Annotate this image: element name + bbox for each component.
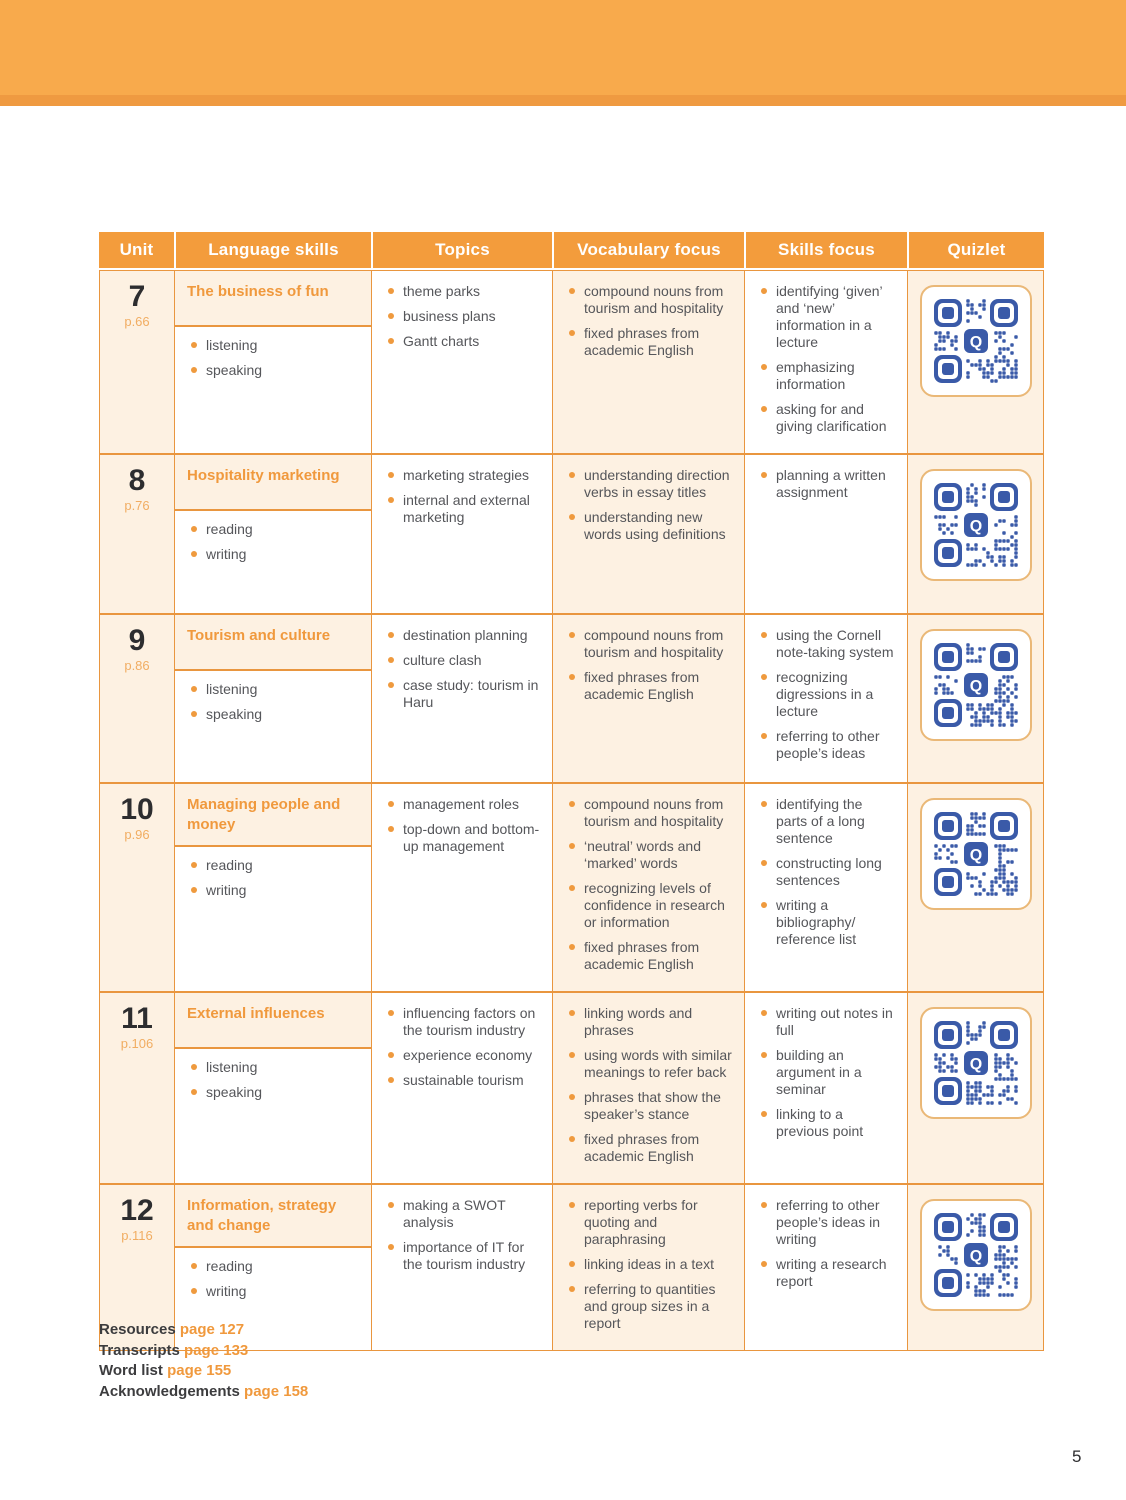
qr-pattern xyxy=(934,812,1018,896)
vocabulary-focus-cell xyxy=(552,784,744,991)
topic-item: making a SWOT analysis xyxy=(384,1197,542,1231)
skills-focus-item: writing a research report xyxy=(757,1256,897,1290)
unit-number: 7 xyxy=(128,280,146,313)
skills-focus-item: using the Cornell note-taking system xyxy=(757,627,897,661)
skills-focus-cell xyxy=(744,993,907,1183)
quizlet-cell xyxy=(907,1185,1043,1350)
unit-title: Managing people and money xyxy=(175,784,371,847)
vocabulary-item: fixed phrases from academic English xyxy=(565,939,734,973)
svg-text:Q: Q xyxy=(969,678,982,695)
header-quizlet: Quizlet xyxy=(907,232,1044,268)
unit-number: 11 xyxy=(121,1002,153,1035)
skills-focus-item: linking to a previous point xyxy=(757,1106,897,1140)
table-row xyxy=(100,453,1043,613)
topic-item: top-down and bottom-up management xyxy=(384,821,542,855)
skills-focus-item: writing a bibliography/ reference list xyxy=(757,897,897,948)
quizlet-cell xyxy=(907,784,1043,991)
quizlet-qr-code xyxy=(920,1007,1032,1119)
skills-focus-cell xyxy=(744,271,907,453)
topic-item: influencing factors on the tourism industry xyxy=(384,1005,542,1039)
vocabulary-item: reporting verbs for quoting and paraphrasing xyxy=(565,1197,734,1248)
skills-focus-cell xyxy=(744,1185,907,1350)
table-row xyxy=(100,271,1043,453)
quizlet-cell xyxy=(907,993,1043,1183)
language-skills-cell xyxy=(174,784,371,991)
quizlet-qr-code xyxy=(920,285,1032,397)
quizlet-qr-code xyxy=(920,798,1032,910)
language-skills-cell xyxy=(174,615,371,782)
language-skills-cell xyxy=(174,993,371,1183)
language-skill-item: listening xyxy=(187,681,361,698)
qr-pattern xyxy=(934,1021,1018,1105)
unit-page-ref: p.66 xyxy=(124,314,150,329)
language-skill-item: reading xyxy=(187,857,361,874)
table-header-row xyxy=(99,232,1044,268)
language-skill-item: writing xyxy=(187,1283,361,1300)
unit-title: Hospitality marketing xyxy=(175,455,371,511)
header-topics: Topics xyxy=(371,232,552,268)
header-vocabulary-focus: Vocabulary focus xyxy=(552,232,744,268)
quizlet-qr-code xyxy=(920,629,1032,741)
svg-text:Q: Q xyxy=(969,1248,982,1265)
vocabulary-item: linking words and phrases xyxy=(565,1005,734,1039)
unit-title: Information, strategy and change xyxy=(175,1185,371,1248)
skills-focus-item: identifying ‘given’ and ‘new’ information in a lecture xyxy=(757,283,897,351)
unit-page-ref: p.96 xyxy=(124,827,150,842)
topics-cell xyxy=(371,455,552,613)
topics-cell xyxy=(371,993,552,1183)
language-skills-list xyxy=(175,327,371,453)
footer-links xyxy=(99,1320,308,1402)
quizlet-cell xyxy=(907,455,1043,613)
vocabulary-item: referring to quantities and group sizes in a report xyxy=(565,1281,734,1332)
table-row xyxy=(100,613,1043,782)
unit-title: External influences xyxy=(175,993,371,1049)
language-skills-list xyxy=(175,847,371,991)
skills-focus-cell xyxy=(744,784,907,991)
vocabulary-item: fixed phrases from academic English xyxy=(565,325,734,359)
language-skill-item: speaking xyxy=(187,1084,361,1101)
unit-cell xyxy=(100,455,174,613)
svg-text:Q: Q xyxy=(969,334,982,351)
language-skills-list xyxy=(175,511,371,613)
skills-focus-item: asking for and giving clarification xyxy=(757,401,897,435)
footer-acknowledgements: Acknowledgements page 158 xyxy=(99,1382,309,1400)
language-skills-list xyxy=(175,671,371,782)
vocabulary-item: compound nouns from tourism and hospitality xyxy=(565,796,734,830)
topic-item: destination planning xyxy=(384,627,542,644)
unit-number: 12 xyxy=(120,1194,154,1227)
topic-item: Gantt charts xyxy=(384,333,542,350)
svg-text:Q: Q xyxy=(969,1056,982,1073)
language-skill-item: writing xyxy=(187,546,361,563)
topic-item: sustainable tourism xyxy=(384,1072,542,1089)
vocabulary-item: compound nouns from tourism and hospitality xyxy=(565,283,734,317)
topics-cell xyxy=(371,271,552,453)
skills-focus-cell xyxy=(744,455,907,613)
vocabulary-item: ‘neutral’ words and ‘marked’ words xyxy=(565,838,734,872)
page-number: 5 xyxy=(1072,1447,1082,1466)
vocabulary-item: using words with similar meanings to refer back xyxy=(565,1047,734,1081)
topics-cell xyxy=(371,615,552,782)
language-skill-item: listening xyxy=(187,337,361,354)
language-skills-cell xyxy=(174,455,371,613)
vocabulary-focus-cell xyxy=(552,271,744,453)
vocabulary-focus-cell xyxy=(552,993,744,1183)
vocabulary-item: phrases that show the speaker’s stance xyxy=(565,1089,734,1123)
topic-item: culture clash xyxy=(384,652,542,669)
topic-item: case study: tourism in Haru xyxy=(384,677,542,711)
unit-title: Tourism and culture xyxy=(175,615,371,671)
unit-page-ref: p.106 xyxy=(120,1036,154,1051)
vocabulary-focus-cell xyxy=(552,455,744,613)
unit-page-ref: p.116 xyxy=(121,1228,153,1243)
skills-focus-item: constructing long sentences xyxy=(757,855,897,889)
topic-item: experience economy xyxy=(384,1047,542,1064)
unit-cell xyxy=(100,615,174,782)
unit-cell xyxy=(100,784,174,991)
table-body xyxy=(99,270,1044,1351)
unit-page-ref: p.76 xyxy=(124,498,150,513)
quizlet-qr-code xyxy=(920,1199,1032,1311)
unit-cell xyxy=(100,271,174,453)
table-row xyxy=(100,991,1043,1183)
language-skill-item: reading xyxy=(187,521,361,538)
vocabulary-item: fixed phrases from academic English xyxy=(565,669,734,703)
footer-transcripts: Transcripts page 133 xyxy=(99,1341,249,1359)
topic-item: marketing strategies xyxy=(384,467,542,484)
quizlet-cell xyxy=(907,271,1043,453)
vocabulary-focus-cell xyxy=(552,615,744,782)
topic-item: theme parks xyxy=(384,283,542,300)
topic-item: business plans xyxy=(384,308,542,325)
language-skills-cell xyxy=(174,271,371,453)
topic-item: internal and external marketing xyxy=(384,492,542,526)
language-skill-item: writing xyxy=(187,882,361,899)
topic-item: management roles xyxy=(384,796,542,813)
skills-focus-item: identifying the parts of a long sentence xyxy=(757,796,897,847)
top-banner-strip xyxy=(0,95,1126,106)
contents-table xyxy=(99,232,1044,1351)
qr-pattern xyxy=(934,643,1018,727)
footer-word-list: Word list page 155 xyxy=(99,1362,232,1379)
unit-number: 10 xyxy=(120,793,154,826)
unit-page-ref: p.86 xyxy=(124,658,150,673)
quizlet-qr-code xyxy=(920,469,1032,581)
skills-focus-item: referring to other people’s ideas xyxy=(757,728,897,762)
vocabulary-item: understanding direction verbs in essay titles xyxy=(565,467,734,501)
language-skill-item: listening xyxy=(187,1059,361,1076)
topic-item: importance of IT for the tourism industry xyxy=(384,1239,542,1273)
topics-cell xyxy=(371,784,552,991)
skills-focus-item: emphasizing information xyxy=(757,359,897,393)
header-language-skills: Language skills xyxy=(174,232,371,268)
skills-focus-item: planning a written assignment xyxy=(757,467,897,501)
vocabulary-focus-cell xyxy=(552,1185,744,1350)
qr-pattern xyxy=(934,483,1018,567)
vocabulary-item: fixed phrases from academic English xyxy=(565,1131,734,1165)
unit-number: 8 xyxy=(128,464,146,497)
skills-focus-item: writing out notes in full xyxy=(757,1005,897,1039)
vocabulary-item: recognizing levels of confidence in research or information xyxy=(565,880,734,931)
topics-cell xyxy=(371,1185,552,1350)
language-skill-item: speaking xyxy=(187,706,361,723)
qr-pattern xyxy=(934,1213,1018,1297)
vocabulary-item: linking ideas in a text xyxy=(565,1256,734,1273)
quizlet-cell xyxy=(907,615,1043,782)
svg-text:Q: Q xyxy=(969,518,982,535)
table-row xyxy=(100,782,1043,991)
skills-focus-cell xyxy=(744,615,907,782)
language-skills-list xyxy=(175,1049,371,1183)
language-skill-item: reading xyxy=(187,1258,361,1275)
language-skill-item: speaking xyxy=(187,362,361,379)
unit-number: 9 xyxy=(128,624,146,657)
vocabulary-item: compound nouns from tourism and hospitality xyxy=(565,627,734,661)
qr-pattern xyxy=(934,299,1018,383)
header-unit: Unit xyxy=(119,240,154,259)
footer-resources: Resources page 127 xyxy=(99,1321,245,1338)
header-skills-focus: Skills focus xyxy=(744,232,907,268)
skills-focus-item: referring to other people’s ideas in writing xyxy=(757,1197,897,1248)
svg-text:Q: Q xyxy=(969,847,982,864)
skills-focus-item: building an argument in a seminar xyxy=(757,1047,897,1098)
unit-title: The business of fun xyxy=(175,271,371,327)
unit-cell xyxy=(100,993,174,1183)
top-banner xyxy=(0,0,1126,95)
skills-focus-item: recognizing digressions in a lecture xyxy=(757,669,897,720)
vocabulary-item: understanding new words using definitions xyxy=(565,509,734,543)
